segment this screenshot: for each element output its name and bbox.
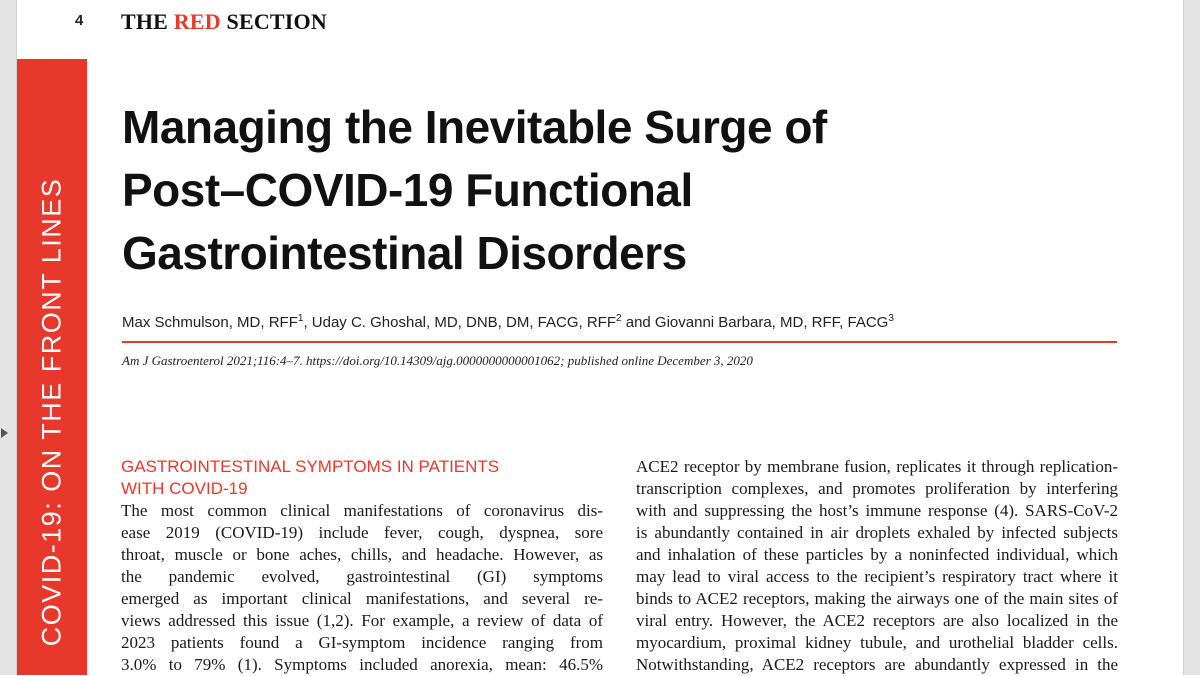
article-title-line-2: Post–COVID-19 Functional [122,164,693,216]
section-title-red: RED [173,9,221,34]
body-line: views addressed this issue (1,2). For example, a review of data of [121,611,603,630]
body-line: binds to ACE2 receptors, making the airways one of the main sites of [636,589,1118,608]
page-number: 4 [75,12,84,29]
left-column [121,456,603,676]
page-nav-arrow-icon[interactable] [1,428,8,438]
article-title-line-3: Gastrointestinal Disorders [122,227,687,279]
body-line: 2023 patients found a GI-symptom incidence ranging from [121,633,603,652]
viewer-left-margin [0,0,17,675]
body-line: ACE2 receptor by membrane fusion, replicates it through replication- [636,457,1118,476]
body-line: may lead to viral access to the recipient’s respiratory tract where it [636,567,1118,586]
body-line: throat, muscle or bone aches, chills, and headache. However, as [121,545,603,564]
citation-line: Am J Gastroenterol 2021;116:4–7. https://doi.org/10.14309/ajg.0000000000001062; published online December 3, 2020 [122,353,753,368]
author-3: and Giovanni Barbara, MD, RFF, FACG [621,314,889,331]
author-2-affiliation: 2 [616,313,622,324]
right-column [636,456,1118,676]
author-1: Max Schmulson, MD, RFF [122,314,298,331]
title-divider [122,341,1117,343]
author-1-affiliation: 1 [297,313,304,324]
body-line: 3.0% to 79% (1). Symptoms included anorexia, mean: 46.5% [121,655,603,674]
body-line: is abundantly contained in air droplets exhaled by infected subjects [636,523,1118,542]
author-3-affiliation: 3 [888,313,894,324]
body-line: Notwithstanding, ACE2 receptors are abundantly expressed in the [636,655,1118,674]
section-title-suffix: SECTION [220,9,327,34]
section-title-prefix: THE [121,9,174,34]
body-line: myocardium, proximal kidney tubule, and urothelial bladder cells. [636,633,1118,652]
body-line: The most common clinical manifestations of coronavirus dis- [121,501,603,520]
body-line: emerged as important clinical manifestations, and several re- [121,589,603,608]
viewer-right-margin [1183,0,1200,675]
side-banner-label: COVID-19: ON THE FRONT LINES [36,177,67,647]
section-heading-line-1: GASTROINTESTINAL SYMPTOMS IN PATIENTS [121,457,500,476]
body-line: transcription complexes, and promotes proliferation by interfering [636,479,1118,498]
body-line: and inhalation of these particles by a noninfected individual, which [636,545,1118,564]
section-title [121,9,327,35]
body-line: the pandemic evolved, gastrointestinal (GI) symptoms [121,567,603,586]
body-line: with and suppressing the host’s immune response (4). SARS-CoV-2 [636,501,1118,520]
article-title-line-1: Managing the Inevitable Surge of [122,101,827,153]
author-2: , Uday C. Ghoshal, MD, DNB, DM, FACG, RFF [303,314,616,331]
body-line: viral entry. However, the ACE2 receptors are also localized in the [636,611,1118,630]
section-heading-line-2: WITH COVID-19 [121,479,248,498]
author-list [122,313,894,331]
body-line: ease 2019 (COVID-19) include fever, cough, dyspnea, sore [121,523,603,542]
